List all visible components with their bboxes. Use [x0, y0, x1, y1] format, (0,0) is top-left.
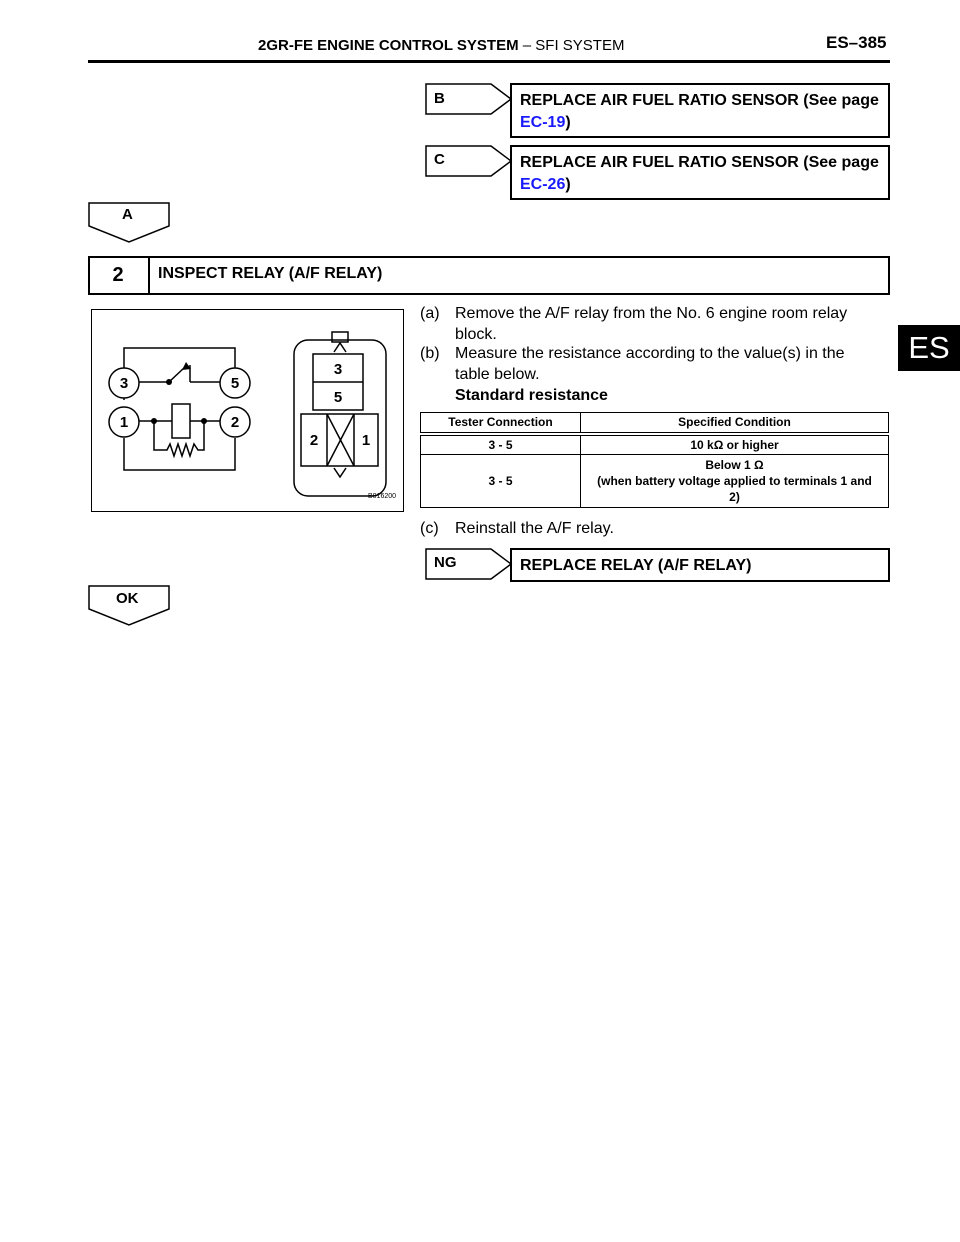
header-rule — [88, 60, 890, 63]
step-number: 2 — [88, 256, 150, 295]
result-box-c: REPLACE AIR FUEL RATIO SENSOR (See page EC-26) — [510, 145, 890, 200]
table-header-connection: Tester Connection — [421, 413, 581, 434]
result-label-b: B — [434, 90, 445, 107]
step-title: INSPECT RELAY (A/F RELAY) — [158, 265, 383, 282]
link-ec-26[interactable]: EC-26 — [520, 176, 566, 193]
page-number: ES–385 — [826, 33, 887, 52]
circuit-terminal-1: 1 — [119, 414, 129, 431]
resistance-table — [420, 412, 889, 508]
table-row: 3 - 5 Below 1 Ω (when battery voltage applied to terminals 1 and 2) — [421, 455, 889, 508]
table-header-condition: Specified Condition — [581, 413, 889, 434]
instruction-b: (b) Measure the resistance according to the value(s) in the table below. Standard resistance — [420, 345, 845, 404]
next-label-ok: OK — [116, 590, 139, 607]
instruction-c: (c) Reinstall the A/F relay. — [420, 520, 614, 537]
connector-terminal-3: 3 — [333, 361, 343, 378]
next-label-a: A — [122, 206, 133, 223]
link-ec-19[interactable]: EC-19 — [520, 114, 566, 131]
circuit-terminal-2: 2 — [230, 414, 240, 431]
relay-figure — [91, 309, 404, 512]
figure-code: B016200 — [368, 493, 397, 500]
result-box-b: REPLACE AIR FUEL RATIO SENSOR (See page EC-19) — [510, 83, 890, 138]
connector-terminal-2: 2 — [309, 432, 319, 449]
connector-terminal-5: 5 — [333, 389, 343, 406]
result-label-c: C — [434, 151, 445, 168]
connector-terminal-1: 1 — [361, 432, 371, 449]
instruction-a: (a) Remove the A/F relay from the No. 6 engine room relay block. — [420, 305, 848, 343]
standard-resistance-label: Standard resistance — [455, 387, 608, 404]
result-box-ng: REPLACE RELAY (A/F RELAY) — [510, 548, 890, 582]
relay-circuit-diagram — [92, 310, 403, 511]
section-tab: ES — [898, 325, 960, 371]
table-row: 3 - 5 10 kΩ or higher — [421, 434, 889, 455]
page-header-title: 2GR-FE ENGINE CONTROL SYSTEM – SFI SYSTEM — [258, 37, 625, 54]
circuit-terminal-3: 3 — [119, 375, 129, 392]
result-label-ng: NG — [434, 554, 457, 571]
circuit-terminal-5: 5 — [230, 375, 240, 392]
